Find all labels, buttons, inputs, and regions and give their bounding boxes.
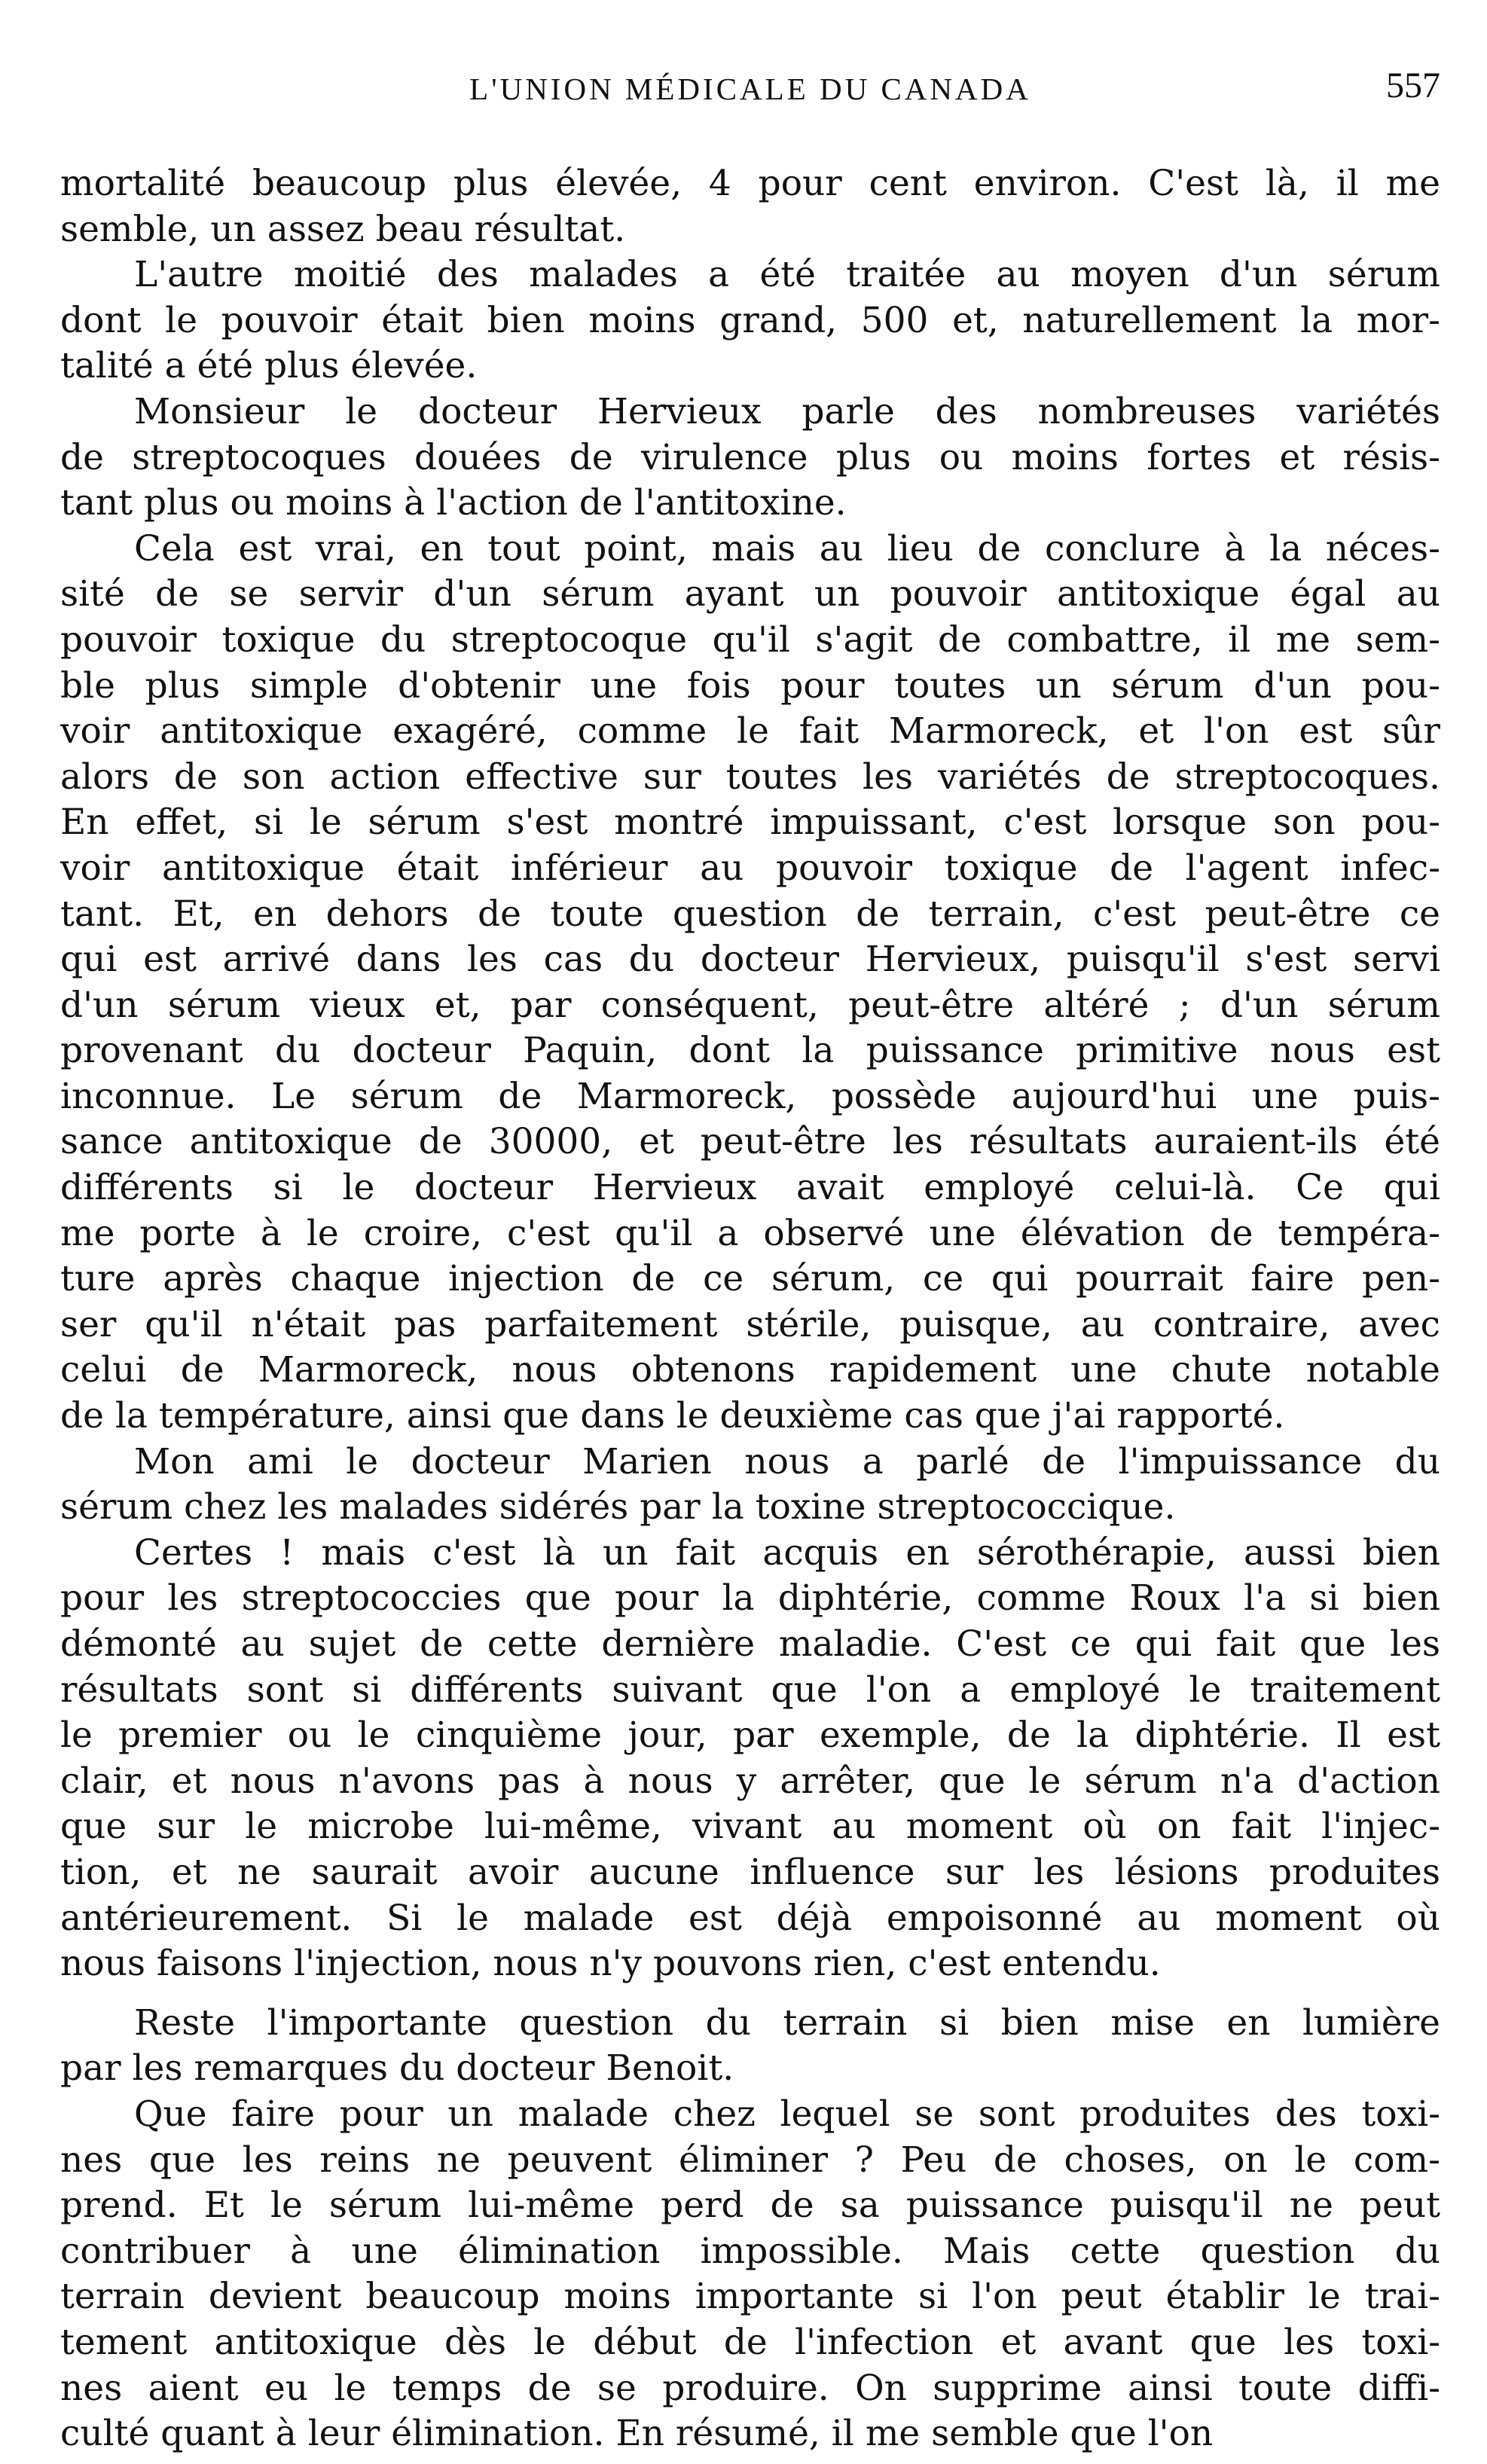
text-line: qui est arrivé dans les cas du docteur Hervieux, puisqu'il s'est servi bbox=[60, 939, 1440, 981]
text-line: ser qu'il n'était pas parfaitement stérile, puisque, au contraire, avec bbox=[60, 1303, 1440, 1345]
text-line: antérieurement. Si le malade est déjà empoisonné au moment où bbox=[60, 1897, 1440, 1939]
page-header bbox=[60, 65, 1440, 118]
text-line: d'un sérum vieux et, par conséquent, peut-être altéré ; d'un sérum bbox=[60, 984, 1440, 1026]
text-line: terrain devient beaucoup moins importante si l'on peut établir le trai- bbox=[60, 2276, 1440, 2318]
text-line: ture après chaque injection de ce sérum, ce qui pourrait faire pen- bbox=[60, 1258, 1440, 1300]
text-line: dont le pouvoir était bien moins grand, 500 et, naturellement la mor- bbox=[60, 299, 1440, 341]
text-line: de la température, ainsi que dans le deuxième cas que j'ai rapporté. bbox=[60, 1395, 1285, 1437]
text-line: tant. Et, en dehors de toute question de terrain, c'est peut-être ce bbox=[60, 893, 1440, 935]
paragraph bbox=[60, 2092, 1440, 2457]
text-line: que sur le microbe lui-même, vivant au moment où on fait l'injec- bbox=[60, 1806, 1440, 1848]
text-line: pour les streptococcies que pour la diphtérie, comme Roux l'a si bien bbox=[60, 1577, 1440, 1620]
text-line: prend. Et le sérum lui-même perd de sa puissance puisqu'il ne peut bbox=[60, 2185, 1440, 2227]
text-line: Certes ! mais c'est là un fait acquis en sérothérapie, aussi bien bbox=[134, 1531, 1440, 1574]
text-line: celui de Marmoreck, nous obtenons rapidement une chute notable bbox=[60, 1349, 1440, 1391]
text-line: Que faire pour un malade chez lequel se sont produites des toxi- bbox=[134, 2093, 1440, 2135]
text-line: tant plus ou moins à l'action de l'antitoxine. bbox=[60, 482, 847, 524]
text-line: Reste l'importante question du terrain si bien mise en lumière bbox=[134, 2001, 1440, 2044]
text-line: culté quant à leur élimination. En résumé, il me semble que l'on bbox=[60, 2413, 1214, 2455]
text-line: démonté au sujet de cette dernière maladie. C'est ce qui fait que les bbox=[60, 1623, 1440, 1665]
text-line: Monsieur le docteur Hervieux parle des nombreuses variétés bbox=[134, 390, 1440, 432]
text-line: provenant du docteur Paquin, dont la puissance primitive nous est bbox=[60, 1030, 1440, 1072]
text-line: alors de son action effective sur toutes les variétés de streptocoques. bbox=[60, 756, 1440, 798]
text-line: talité a été plus élevée. bbox=[60, 345, 478, 387]
paragraph bbox=[60, 161, 1440, 252]
text-line: L'autre moitié des malades a été traitée au moyen d'un sérum bbox=[134, 254, 1440, 296]
text-line: le premier ou le cinquième jour, par exemple, de la diphtérie. Il est bbox=[60, 1714, 1440, 1757]
paragraph bbox=[60, 252, 1440, 389]
text-line: clair, et nous n'avons pas à nous y arrêter, que le sérum n'a d'action bbox=[60, 1760, 1440, 1802]
text-line: résultats sont si différents suivant que l'on a employé le traitement bbox=[60, 1669, 1440, 1711]
text-line: semble, un assez beau résultat. bbox=[60, 208, 626, 250]
text-line: voir antitoxique exagéré, comme le fait Marmoreck, et l'on est sûr bbox=[60, 710, 1440, 753]
text-line: de streptocoques douées de virulence plus ou moins fortes et résis- bbox=[60, 436, 1440, 478]
text-line: Cela est vrai, en tout point, mais au lieu de conclure à la néces- bbox=[134, 527, 1440, 569]
text-line: mortalité beaucoup plus élevée, 4 pour cent environ. C'est là, il me bbox=[60, 163, 1440, 204]
text-line: contribuer à une élimination impossible. Mais cette question du bbox=[60, 2230, 1440, 2272]
article-body bbox=[60, 161, 1440, 2457]
text-line: nous faisons l'injection, nous n'y pouvons rien, c'est entendu. bbox=[60, 1943, 1161, 1985]
text-line: pouvoir toxique du streptocoque qu'il s'agit de combattre, il me sem- bbox=[60, 618, 1440, 661]
text-line: voir antitoxique était inférieur au pouvoir toxique de l'agent infec- bbox=[60, 847, 1440, 889]
text-line: tion, et ne saurait avoir aucune influence sur les lésions produites bbox=[60, 1851, 1440, 1893]
paragraph bbox=[60, 1531, 1440, 1987]
text-line: par les remarques du docteur Benoit. bbox=[60, 2047, 734, 2090]
text-line: différents si le docteur Hervieux avait employé celui-là. Ce qui bbox=[60, 1167, 1440, 1209]
text-line: sance antitoxique de 30000, et peut-être les résultats auraient-ils été bbox=[60, 1121, 1440, 1163]
text-line: ble plus simple d'obtenir une fois pour toutes un sérum d'un pou- bbox=[60, 664, 1440, 707]
text-line: sité de se servir d'un sérum ayant un pouvoir antitoxique égal au bbox=[60, 573, 1440, 615]
running-title: L'UNION MÉDICALE DU CANADA bbox=[469, 72, 1031, 106]
paragraph bbox=[60, 1440, 1440, 1531]
text-line: inconnue. Le sérum de Marmoreck, possède aujourd'hui une puis- bbox=[60, 1075, 1440, 1117]
paragraph bbox=[60, 2001, 1440, 2092]
text-line: me porte à le croire, c'est qu'il a observé une élévation de tempéra- bbox=[60, 1212, 1440, 1254]
text-line: nes aient eu le temps de se produire. On supprime ainsi toute diffi- bbox=[60, 2367, 1440, 2409]
paragraph bbox=[60, 389, 1440, 527]
text-line: tement antitoxique dès le début de l'infection et avant que les toxi- bbox=[60, 2321, 1440, 2363]
paragraph bbox=[60, 527, 1440, 1440]
text-line: En effet, si le sérum s'est montré impuissant, c'est lorsque son pou- bbox=[60, 801, 1440, 844]
page-number: 557 bbox=[1386, 66, 1440, 105]
text-line: sérum chez les malades sidérés par la toxine streptococcique. bbox=[60, 1486, 1176, 1528]
text-line: nes que les reins ne peuvent éliminer ? Peu de choses, on le com- bbox=[60, 2139, 1440, 2181]
text-line: Mon ami le docteur Marien nous a parlé de l'impuissance du bbox=[134, 1440, 1440, 1482]
